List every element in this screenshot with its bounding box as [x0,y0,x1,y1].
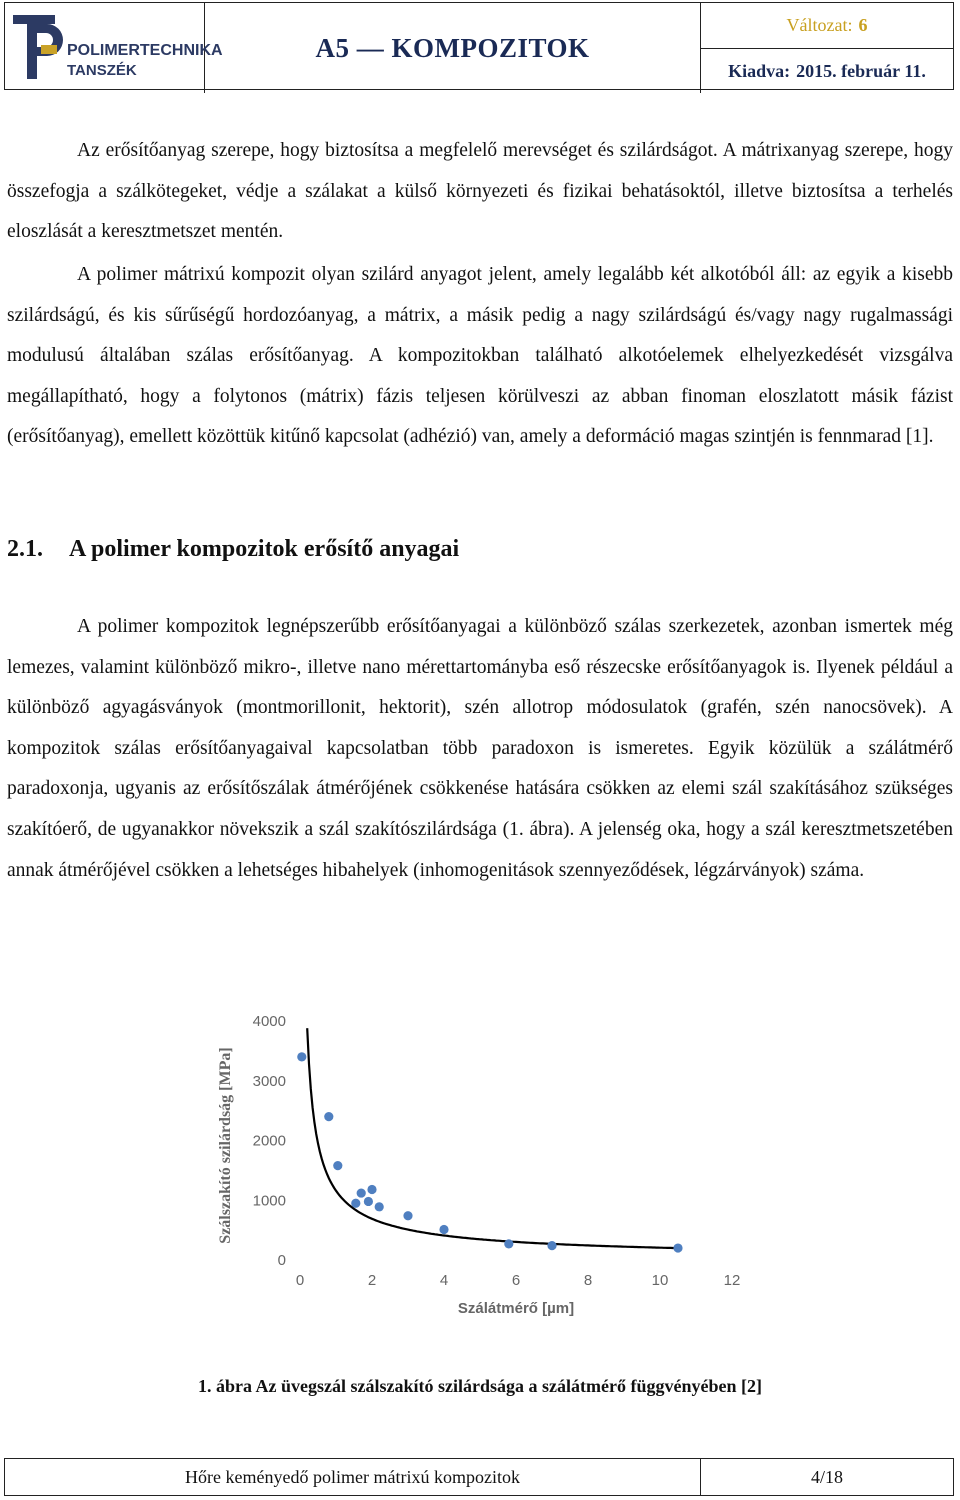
data-point [364,1197,373,1206]
data-point [333,1161,342,1170]
y-tick-label: 4000 [252,1013,286,1030]
footer-title: Hőre keményedő polimer mátrixú kompozitok [5,1459,701,1495]
x-tick-label: 6 [511,1272,521,1289]
figure-caption: 1. ábra Az üvegszál szálszakító szilárdsága a szálátmérő függvényében [2] [198,1376,762,1396]
strength-vs-diameter-chart [200,1000,760,1330]
page-header [4,2,954,90]
paragraph-2: A polimer mátrixú kompozit olyan szilárd anyagot jelent, amely legalább két alkotóból áll: az egyik a kisebb szilárdságú, és kis sűrűségű hordozóanyag, a mátrix, a másik pedig a nagy szilárdságú és/vagy nagy rugalmassági modulusú általában szálas erősítőanyag. A kompozitokban található alkotóelemek elhelyezkedését vizsgálva megállapítható, hogy a folytonos (mátrix) fázis teljesen körülveszi az abban finoman eloszlatott másik fázist (erősítőanyag), emellett közöttük kitűnő kapcsolat (adhézió) van, amely a deformáció magas szintjén is fennmarad [1]. [7,264,953,448]
section-heading [7,536,459,563]
data-point [504,1239,513,1248]
version-row [701,3,953,48]
data-point [403,1211,412,1220]
y-tick-label: 3000 [252,1072,286,1090]
data-point [375,1202,384,1211]
y-tick-label: 1000 [252,1192,286,1210]
department-logo [5,3,223,93]
data-point [367,1185,376,1194]
title-main: KOMPOZITOK [391,32,590,63]
data-point [357,1188,366,1197]
issued-label: Kiadva: [728,60,791,81]
data-point [673,1243,682,1252]
data-point [297,1052,306,1061]
data-point [324,1112,333,1121]
issued-value: 2015. február 11. [796,60,926,81]
paragraph-3: A polimer kompozitok legnépszerűbb erősítőanyagai a különböző szálas szerkezetek, azonban ismertek még lemezes, valamint különböző mikro-, illetve nano mérettartományba eső részecske erősítőanyagok is. Ilyenek például a különböző agyagásványok (montmorillonit, hektorit), szén allotrop módosulatok (grafén, szén nanocsövek). A kompozitok szálas erősítőanyagaival kapcsolatban több paradoxon is ismeretes. Egyik közülük a szálátmérő paradoxonja, ugyanis az erősítőszálak átmérőjének csökkenése hatására csökken az elemi szál szakításához szükséges szakítóerő, de ugyanakkor növekszik a szál szakítószilárdsága (1. ábra). A jelenség oka, hogy a szál keresztmetszetében annak átmérőjével csökken a lehetséges hibahelyek (inhomogenitások szennyeződések, légzárványok) száma. [7,616,953,881]
x-tick-label: 2 [367,1272,377,1289]
section-number: 2.1. [7,536,43,562]
issued-row [701,48,953,93]
x-tick-label: 10 [651,1272,669,1289]
polimertechnika-logo-icon [5,3,223,88]
paragraph-1: Az erősítőanyag szerepe, hogy biztosítsa a megfelelő merevséget és szilárdságot. A mátrixanyag szerepe, hogy összefogja a szálkötegeket, védje a szálakat a külső környezeti és fizikai behatásoktól, illetve biztosítsa a terhelés eloszlását a keresztmetszet mentén. [7,140,953,243]
x-axis-label: Szálátmérő [µm] [457,1300,575,1317]
x-tick-label: 12 [723,1272,741,1289]
logo-line2: TANSZÉK [67,62,137,79]
x-tick-label: 4 [439,1272,449,1289]
page-number: 4/18 [810,1466,843,1487]
document-title [205,3,701,93]
x-tick-label: 8 [583,1272,593,1289]
y-tick-label: 2000 [252,1132,286,1150]
y-axis-ticks [253,1013,286,1269]
data-points [297,1052,682,1252]
trend-line [307,1028,680,1248]
document-meta [701,3,953,93]
title-prefix: A5 — [315,32,392,63]
data-point [547,1241,556,1250]
page-footer [4,1458,954,1496]
data-point [439,1225,448,1234]
y-tick-label: 0 [277,1252,286,1269]
section-title: A polimer kompozitok erősítő anyagai [69,536,460,562]
version-label: Változat: [786,15,853,35]
y-axis-label: Szálszakító szilárdság [MPa] [217,1047,234,1244]
x-axis-ticks [296,1272,741,1289]
version-value: 6 [858,15,868,35]
logo-line1: POLIMERTECHNIKA [67,42,223,59]
x-tick-label: 0 [295,1272,305,1289]
data-point [351,1199,360,1208]
